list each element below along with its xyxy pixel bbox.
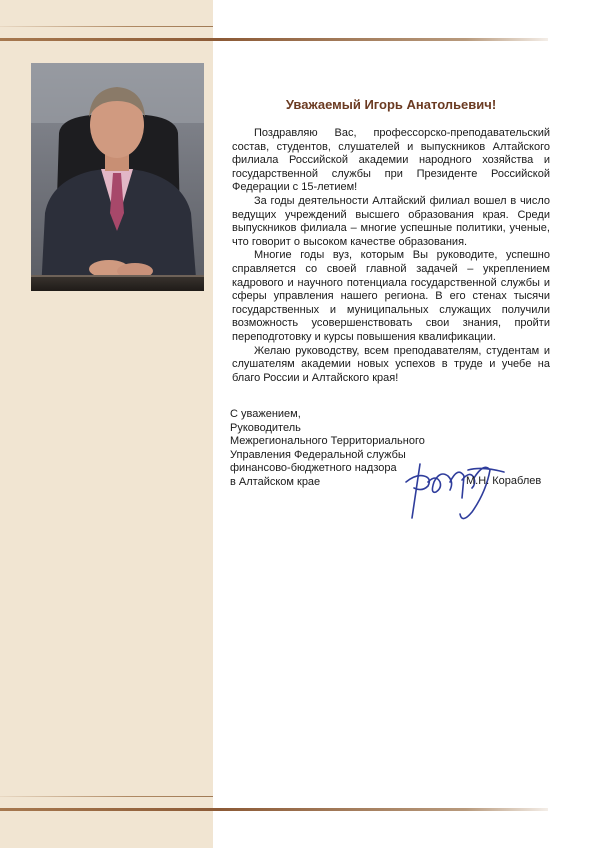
portrait-photo (31, 63, 204, 291)
closing-line: финансово-бюджетного надзора (230, 462, 397, 475)
letter-paragraph: Поздравляю Вас, профессорско-преподавательский состав, студентов, слушателей и выпускников Алтайского филиала Российской академии народного хозяйства и государственной службы при Президенте Российской Федерации с 15-летием! (232, 127, 550, 194)
letter-body (232, 127, 550, 385)
letter-paragraph: За годы деятельности Алтайский филиал вошел в число ведущих учреждений высшего образования края. Среди выпускников филиала – многие успешные политики, ученые, что говорит о высоком качестве образования. (232, 194, 550, 248)
top-main-rule (0, 38, 548, 41)
closing-line: Межрегионального Территориального (230, 435, 425, 448)
bottom-thin-rule (0, 796, 213, 797)
closing-line: Управления Федеральной службы (230, 448, 406, 461)
greeting-heading: Уважаемый Игорь Анатольевич! (285, 97, 497, 112)
top-thin-rule (0, 26, 213, 27)
letter-paragraph: Многие годы вуз, которым Вы руководите, успешно справляется со своей главной задачей – укреплением кадрового и научного потенциала государственной службы и сферы управления нашего региона. В его стенах тысячи государственных и муниципальных служащих получили возможность усовершенствовать свои знания, пройти переподготовку и курсы повышения квалификации. (232, 249, 550, 343)
letter-paragraph: Желаю руководству, всем преподавателям, студентам и слушателям академии новых успехов в труде и учебе на благо России и Алтайского края! (232, 344, 550, 384)
closing-line: Руководитель (230, 421, 301, 434)
signer-name: М.Н. Кораблев (466, 475, 542, 487)
handwritten-signature (402, 452, 510, 522)
closing-line: в Алтайском крае (230, 475, 321, 488)
closing-line: С уважением, (230, 408, 301, 420)
bottom-main-rule (0, 808, 548, 811)
